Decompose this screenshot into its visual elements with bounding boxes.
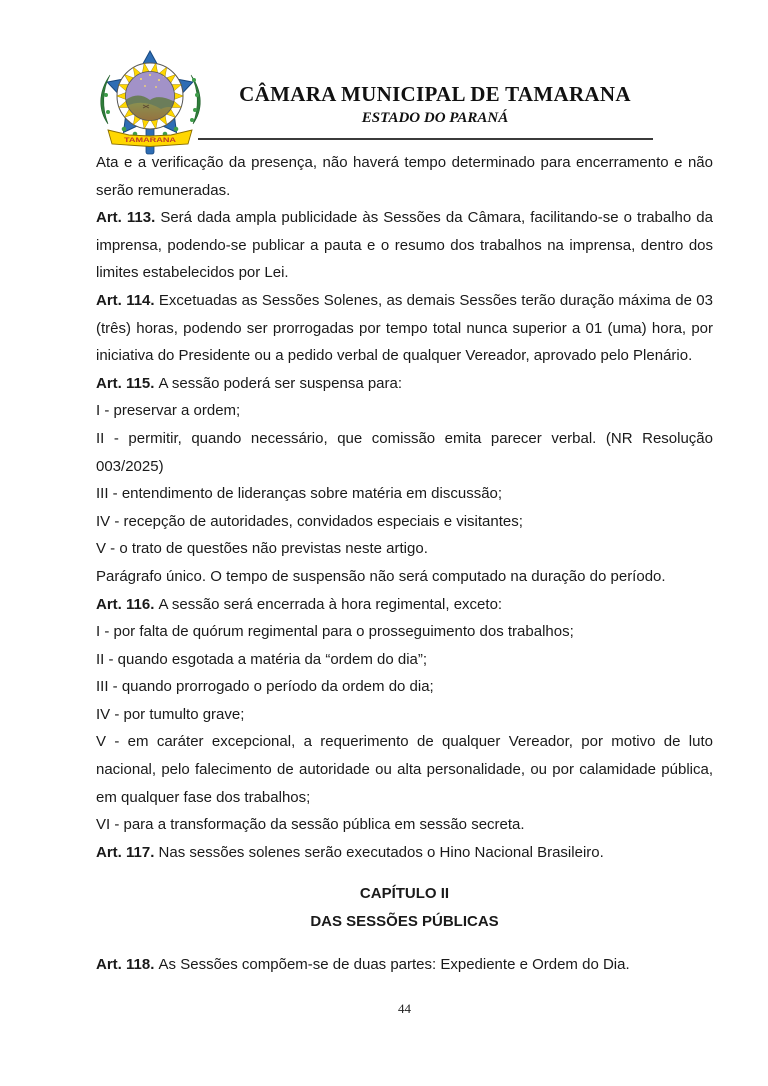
article-number: Art. 113. (96, 209, 161, 227)
paragraph: I - por falta de quórum regimental para o prosseguimento dos trabalhos; (96, 623, 574, 641)
paragraph: Art. 116. A sessão será encerrada à hora regimental, exceto: (96, 595, 503, 613)
paragraph: Art. 118. As Sessões compõem-se de duas partes: Expediente e Ordem do Dia. (96, 955, 630, 973)
chapter-subtitle: DAS SESSÕES PÚBLICAS (310, 913, 499, 931)
coat-of-arms-logo (93, 50, 208, 155)
paragraph: II - permitir, quando necessário, que comissão emita parecer verbal. (NR Resolução 003/2025) (96, 429, 713, 475)
paragraph: V - em caráter excepcional, a requerimento de qualquer Vereador, por motivo de luto nacional, pelo falecimento de autoridade ou alta personalidade, ou por calamidade pública, em qualquer fase dos trabalhos; (96, 733, 713, 806)
paragraph: VI - para a transformação da sessão pública em sessão secreta. (96, 816, 525, 834)
article-number: Art. 116. (96, 595, 159, 613)
paragraph: Parágrafo único. O tempo de suspensão não será computado na duração do período. (96, 567, 666, 585)
article-number: Art. 115. (96, 374, 159, 392)
article-number: Art. 118. (96, 955, 159, 973)
paragraph: IV - por tumulto grave; (96, 705, 245, 723)
org-subtitle: ESTADO DO PARANÁ (361, 110, 509, 126)
article-number: Art. 117. (96, 843, 159, 861)
header-rule (198, 138, 653, 140)
article-number: Art. 114. (96, 291, 159, 309)
paragraph: I - preservar a ordem; (96, 402, 241, 420)
document-body (96, 149, 713, 978)
page-number: 44 (398, 1001, 411, 1016)
paragraph: V - o trato de questões não previstas neste artigo. (96, 540, 428, 558)
paragraph: Art. 113. Será dada ampla publicidade às Sessões da Câmara, facilitando-se o trabalho da imprensa, podendo-se publicar a pauta e o resumo dos trabalhos na imprensa, dentro dos limites estabelecidos por Lei. (96, 209, 713, 282)
ribbon-text: TAMARANA (124, 138, 178, 144)
paragraph: Ata e a verificação da presença, não haverá tempo determinado para encerramento e não serão remuneradas. (96, 154, 713, 199)
paragraph: Art. 115. A sessão poderá ser suspensa para: (96, 374, 403, 392)
paragraph: Art. 114. Excetuadas as Sessões Solenes, as demais Sessões terão duração máxima de 03 (três) horas, podendo ser prorrogadas por tempo total nunca superior a 01 (uma) hora, por iniciativa do Presidente ou a pedido verbal de qualquer Vereador, aprovado pelo Plenário. (96, 291, 713, 365)
paragraph: Art. 117. Nas sessões solenes serão executados o Hino Nacional Brasileiro. (96, 843, 604, 861)
paragraph: II - quando esgotada a matéria da “ordem do dia”; (96, 650, 428, 668)
org-title: CÂMARA MUNICIPAL DE TAMARANA (239, 82, 631, 106)
page-footer (96, 1001, 713, 1017)
paragraph: III - quando prorrogado o período da ordem do dia; (96, 678, 434, 696)
chapter-title: CAPÍTULO II (359, 885, 450, 903)
paragraph: IV - recepção de autoridades, convidados especiais e visitantes; (96, 512, 523, 530)
paragraph: III - entendimento de lideranças sobre matéria em discussão; (96, 485, 503, 503)
